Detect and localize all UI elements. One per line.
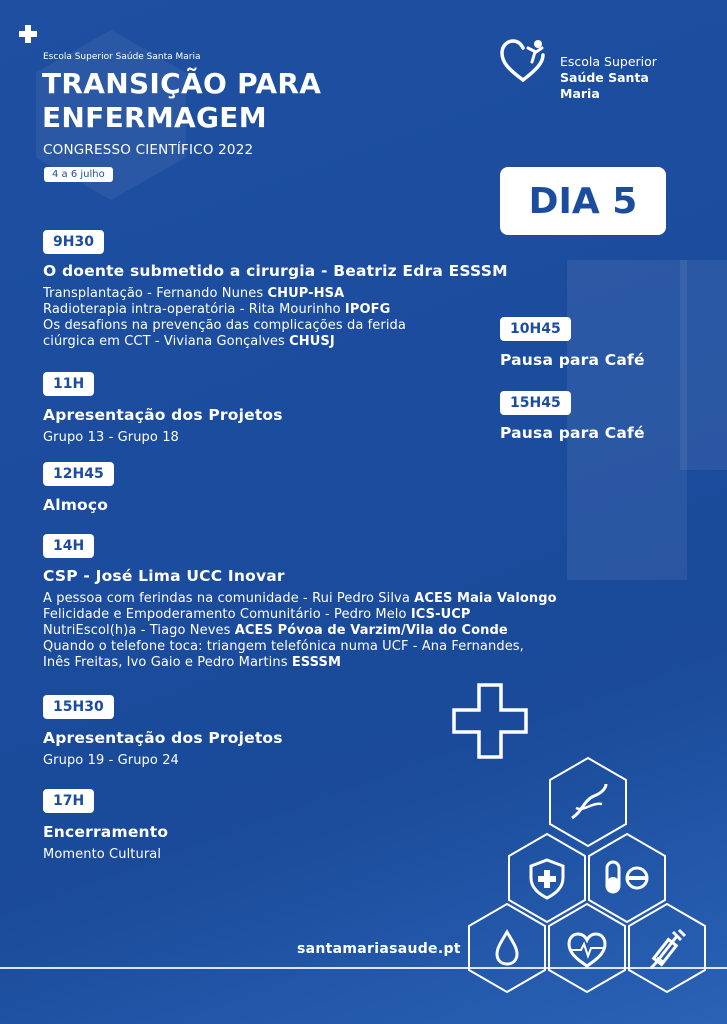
page-title-line1: TRANSIÇÃO PARA [42,67,322,100]
date-badge: 4 a 6 julho [44,167,113,182]
session-title: O doente submetido a cirurgia - Beatriz Edra ESSSM [43,262,508,280]
time-badge: 9H30 [43,230,104,254]
time-badge: 14H [43,534,94,558]
syringe-icon [627,902,707,994]
session-line: A pessoa com ferindas na comunidade - Rui Pedro Silva ACES Maia Valongo [43,591,557,606]
brand-logo [498,36,678,101]
time-badge: 17H [43,789,94,813]
footer-url[interactable]: santamariasaude.pt [297,941,461,957]
break-title: Pausa para Café [500,424,645,442]
session-line: NutriEscol(h)a - Tiago Neves ACES Póvoa de Varzim/Vila do Conde [43,623,508,638]
session-line: Os desafions na prevenção das complicações da ferida [43,318,406,333]
break-time-badge: 10H45 [500,317,571,341]
session-line: Grupo 13 - Grupo 18 [43,430,179,445]
page-title-line2: ENFERMAGEM [42,101,267,134]
institution-small-text: Escola Superior Saúde Santa Maria [43,52,201,62]
session-line: Felicidade e Empoderamento Comunitário - Pedro Melo ICS-UCP [43,607,471,622]
session-title: Almoço [43,496,109,514]
session-line: Quando o telefone toca: triangem telefónica numa UCF - Ana Fernandes, [43,639,524,654]
session-title: CSP - José Lima UCC Inovar [43,567,285,585]
heartbeat-icon [547,902,627,994]
page-subtitle: CONGRESSO CIENTÍFICO 2022 [43,142,254,158]
session-line: Radioterapia intra-operatória - Rita Mourinho IPOFG [43,302,391,317]
brand-name-line2: Saúde Santa Maria [560,70,649,101]
background-cross-horizontal [680,260,727,470]
time-badge: 15H30 [43,695,114,719]
brand-name-line1: Escola Superior [560,54,657,69]
drop-icon [467,902,547,994]
session-title: Apresentação dos Projetos [43,729,283,747]
session-line: Inês Freitas, Ivo Gaio e Pedro Martins ESSSM [43,655,342,670]
day-label-box: DIA 5 [500,167,666,235]
session-line: Momento Cultural [43,847,162,862]
session-title: Apresentação dos Projetos [43,406,283,424]
heart-person-icon [498,36,548,86]
session-line: ciúrgica em CCT - Viviana Gonçalves CHUSJ [43,334,335,349]
outline-plus-icon [452,683,528,759]
footer-line [0,967,727,969]
break-time-badge: 15H45 [500,391,571,415]
break-title: Pausa para Café [500,351,645,369]
session-line: Transplantação - Fernando Nunes CHUP-HSA [43,286,345,301]
session-title: Encerramento [43,823,169,841]
plus-icon [18,24,38,44]
time-badge: 11H [43,372,94,396]
background-cross-vertical [567,260,687,580]
session-line: Grupo 19 - Grupo 24 [43,753,179,768]
time-badge: 12H45 [43,462,114,486]
